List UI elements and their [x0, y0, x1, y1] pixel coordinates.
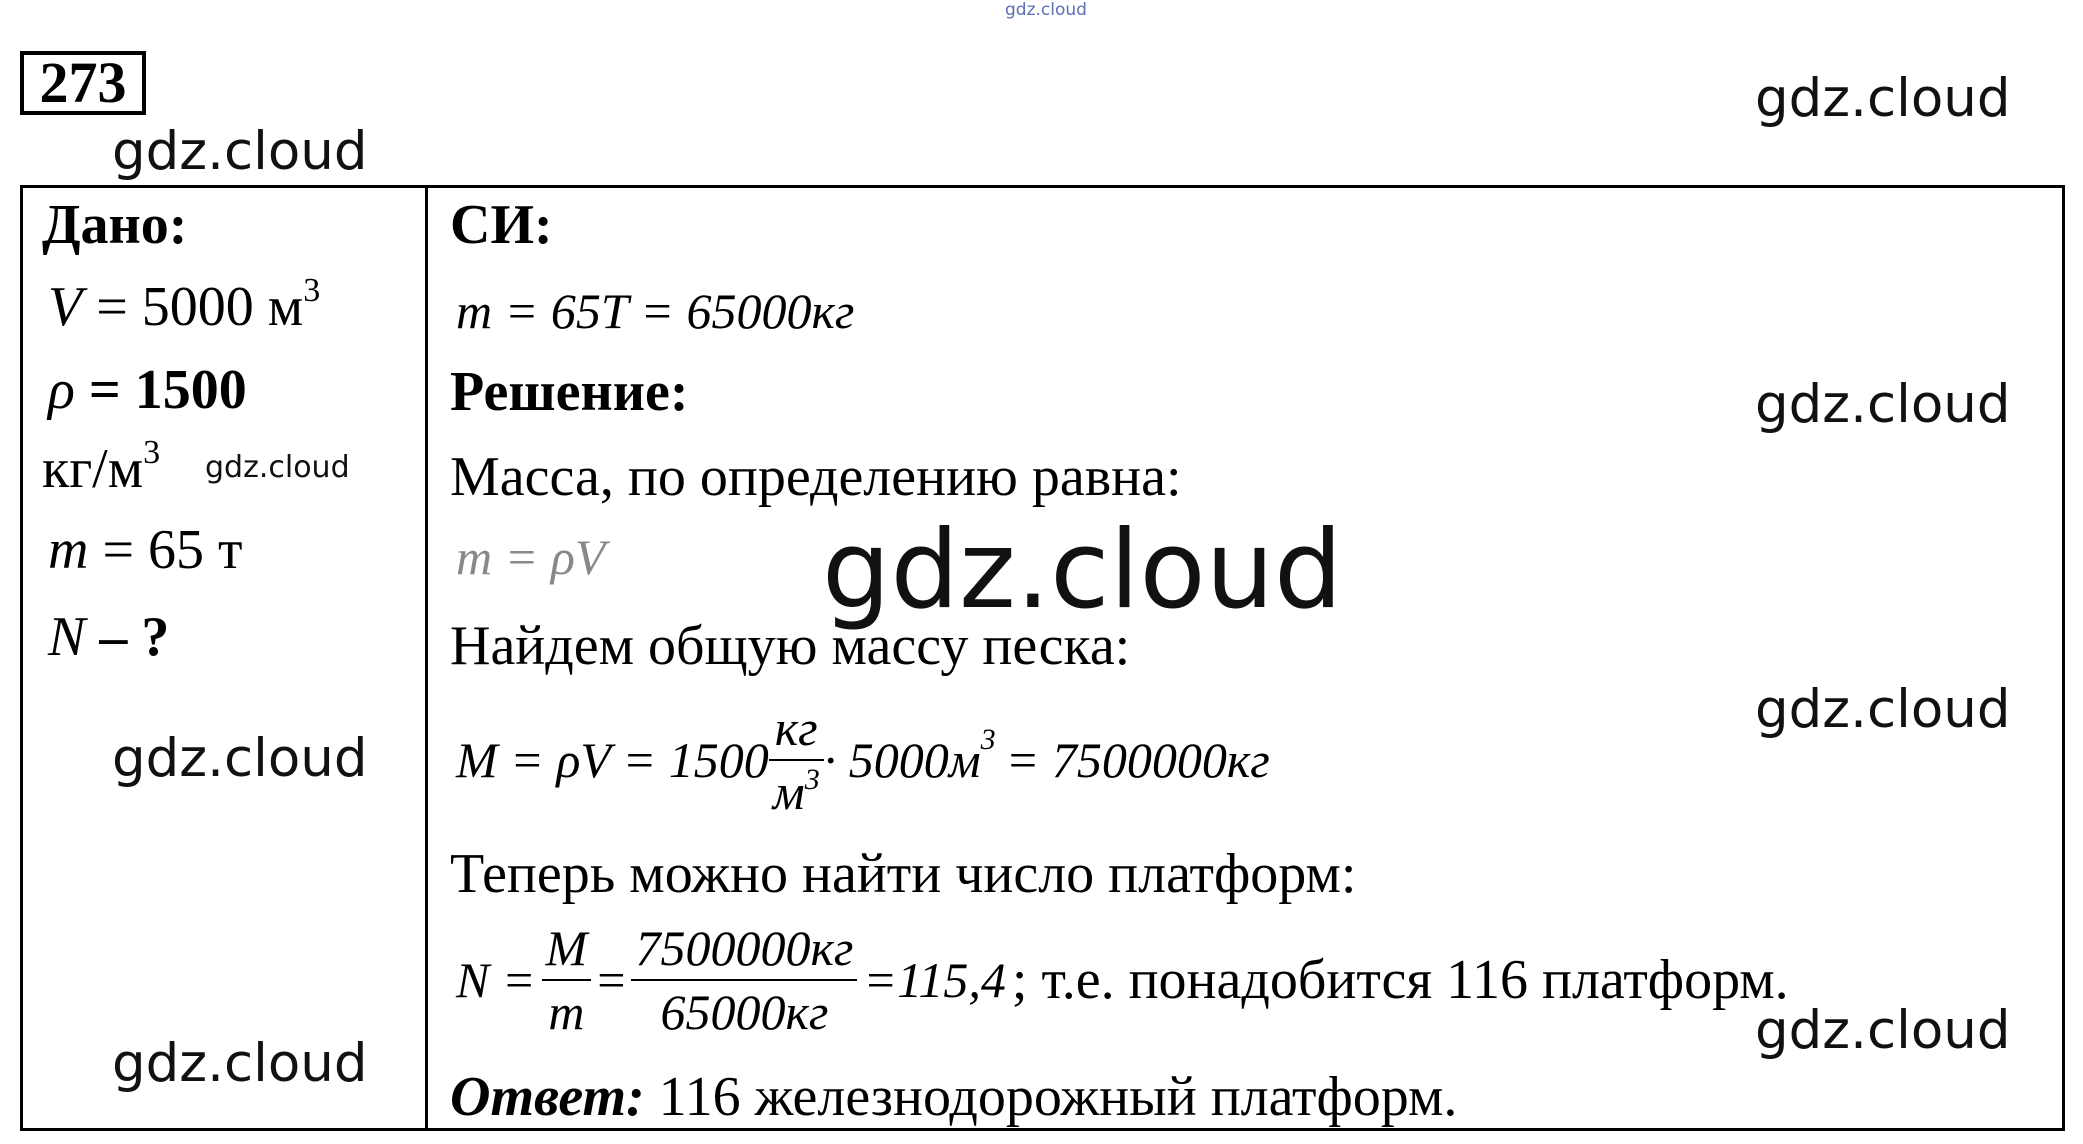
watermark: gdz.cloud — [1755, 679, 2011, 740]
watermark: gdz.cloud — [1005, 0, 1087, 20]
answer — [450, 1065, 1457, 1129]
given-density-unit — [42, 434, 161, 501]
watermark: gdz.cloud — [1755, 374, 2011, 435]
formula-platform-count — [456, 915, 1789, 1045]
watermark: gdz.cloud — [112, 728, 368, 789]
column-divider — [425, 185, 428, 1131]
mass-ratio-fraction — [542, 920, 592, 1040]
answer-label: Ответ: — [450, 1066, 645, 1128]
given-unknown — [48, 605, 169, 669]
value-ratio-numerator: 7500000кг — [635, 920, 854, 976]
answer-text: 116 железнодорожный платформ. — [658, 1066, 1458, 1128]
given-mass — [48, 518, 243, 582]
watermark: gdz.cloud — [1755, 1000, 2011, 1061]
formula-total-mass-volume: · 5000м — [823, 732, 981, 788]
mass-ratio-denominator: m — [542, 979, 592, 1037]
solution-line-2: Найдем общую массу песка: — [450, 615, 1131, 677]
value-ratio-fraction — [631, 920, 857, 1040]
density-unit-exponent: 3 — [143, 434, 161, 471]
value-ratio-denominator: 65000кг — [631, 979, 857, 1037]
formula-total-mass — [456, 700, 1270, 820]
density-value: = 1500 — [88, 359, 247, 421]
formula-count-lhs: N = — [456, 952, 536, 1008]
solution-heading: Решение: — [450, 361, 689, 423]
density-unit: кг/м — [42, 438, 144, 500]
volume-exponent-inline: 3 — [980, 723, 996, 756]
watermark: gdz.cloud — [205, 450, 350, 485]
si-heading: СИ: — [450, 194, 553, 256]
solution-line-3: Теперь можно найти число платформ: — [450, 843, 1357, 905]
density-symbol: ρ — [48, 359, 75, 421]
unknown-symbol: N — [48, 606, 86, 668]
mass-ratio-numerator: M — [545, 920, 588, 976]
given-volume — [48, 272, 321, 339]
density-fraction-denominator: $м^3$ — [769, 759, 824, 817]
watermark: gdz.cloud — [112, 121, 368, 182]
volume-exponent: 3 — [303, 272, 321, 309]
watermark: gdz.cloud — [112, 1033, 368, 1094]
problem-number: 273 — [20, 51, 146, 115]
si-conversion: m = 65T = 65000кг — [456, 283, 855, 339]
given-heading: Дано: — [42, 194, 188, 256]
given-density — [48, 358, 247, 422]
mass-symbol: m — [48, 519, 89, 581]
formula-mass-definition: m = ρV — [456, 529, 606, 585]
unknown-mark: – ? — [99, 606, 170, 668]
formula-count-equals: = — [597, 952, 626, 1008]
mass-value: = 65 т — [102, 519, 243, 581]
density-fraction-numerator: кг — [774, 700, 818, 756]
formula-total-mass-result: = 7500000кг — [1005, 732, 1270, 788]
formula-total-mass-lhs: M = ρV = 1500 — [456, 732, 769, 788]
formula-count-result: =115,4 — [863, 952, 1006, 1008]
formula-count-conclusion: ; т.е. понадобится 116 платформ. — [1011, 949, 1789, 1011]
volume-symbol: V — [48, 276, 83, 338]
solution-line-1: Масса, по определению равна: — [450, 446, 1182, 508]
watermark: gdz.cloud — [822, 508, 1343, 633]
volume-value: = 5000 м — [96, 276, 304, 338]
denominator-exponent: 3 — [804, 763, 820, 796]
watermark: gdz.cloud — [1755, 68, 2011, 129]
density-fraction — [769, 700, 824, 820]
